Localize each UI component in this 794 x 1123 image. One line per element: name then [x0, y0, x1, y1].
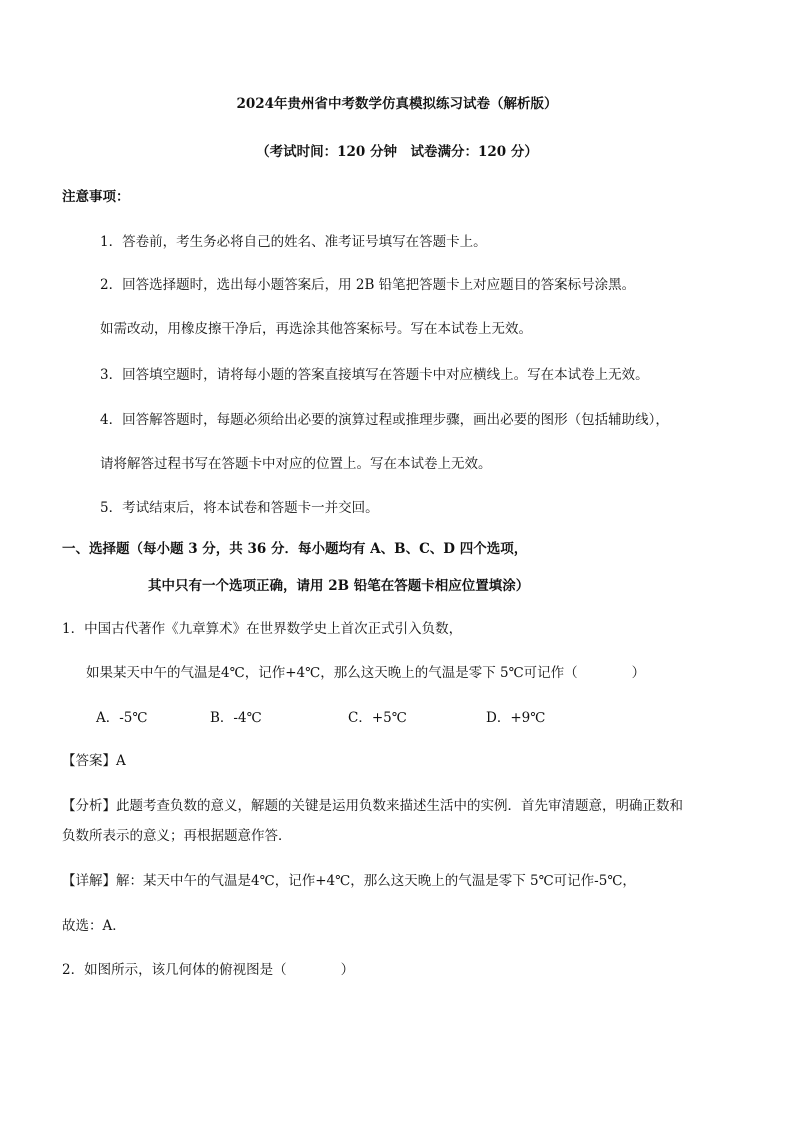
analysis-text: 此题考查负数的意义，解题的关键是运用负数来描述生活中的实例．首先审清题意，明确正数和: [116, 798, 683, 814]
question-1-conclusion: 故选：A．: [62, 918, 126, 934]
note-item-3: 3．回答填空题时，请将每小题的答案直接填写在答题卡中对应横线上。写在本试卷上无效。: [100, 367, 649, 383]
note-item-4-continued: 请将解答过程书写在答题卡中对应的位置上。写在本试卷上无效。: [100, 456, 492, 472]
question-1-stem: 1．中国古代著作《九章算术》在世界数学史上首次正式引入负数，: [62, 621, 463, 637]
exam-subtitle: （考试时间：120 分钟 试卷满分：120 分）: [256, 144, 538, 160]
question-1-option-b: B．-4℃: [210, 710, 262, 726]
question-1-option-d: D．+9℃: [486, 710, 546, 726]
exam-title: 2024年贵州省中考数学仿真模拟练习试卷（解析版）: [236, 96, 558, 112]
note-item-2: 2．回答选择题时，选出每小题答案后，用 2B 铅笔把答题卡上对应题目的答案标号涂黑。: [100, 277, 636, 293]
question-2-stem: 2．如图所示，该几何体的俯视图是（ ）: [62, 962, 355, 978]
notes-heading: 注意事项：: [62, 189, 130, 205]
note-item-2-continued: 如需改动，用橡皮擦干净后，再选涂其他答案标号。写在本试卷上无效。: [100, 321, 532, 337]
question-1-answer: [62, 752, 126, 770]
section-heading-line-2: 其中只有一个选项正确，请用 2B 铅笔在答题卡相应位置填涂）: [148, 578, 530, 594]
answer-value: A: [116, 753, 126, 769]
question-1-stem-continued: 如果某天中午的气温是4℃，记作+4℃，那么这天晚上的气温是零下 5℃可记作（ ）: [86, 665, 646, 681]
detail-label: 【详解】: [62, 873, 116, 889]
question-1-option-a: A．-5℃: [96, 710, 148, 726]
analysis-label: 【分析】: [62, 798, 116, 814]
question-1-analysis-continued: 负数所表示的意义；再根据题意作答．: [62, 828, 292, 844]
question-1-detail: [62, 872, 636, 890]
note-item-1: 1．答卷前，考生务必将自己的姓名、准考证号填写在答题卡上。: [100, 234, 487, 250]
detail-text: 解：某天中午的气温是4℃，记作+4℃，那么这天晚上的气温是零下 5℃可记作-5℃，: [116, 873, 636, 889]
note-item-5: 5．考试结束后，将本试卷和答题卡一并交回。: [100, 500, 379, 516]
question-1-option-c: C．+5℃: [348, 710, 407, 726]
question-1-analysis: [62, 797, 683, 815]
answer-label: 【答案】: [62, 753, 116, 769]
section-heading-line-1: 一、选择题（每小题 3 分，共 36 分．每小题均有 A、B、C、D 四个选项，: [62, 541, 528, 557]
note-item-4: 4．回答解答题时，每题必须给出必要的演算过程或推理步骤，画出必要的图形（包括辅助线），: [100, 412, 669, 428]
